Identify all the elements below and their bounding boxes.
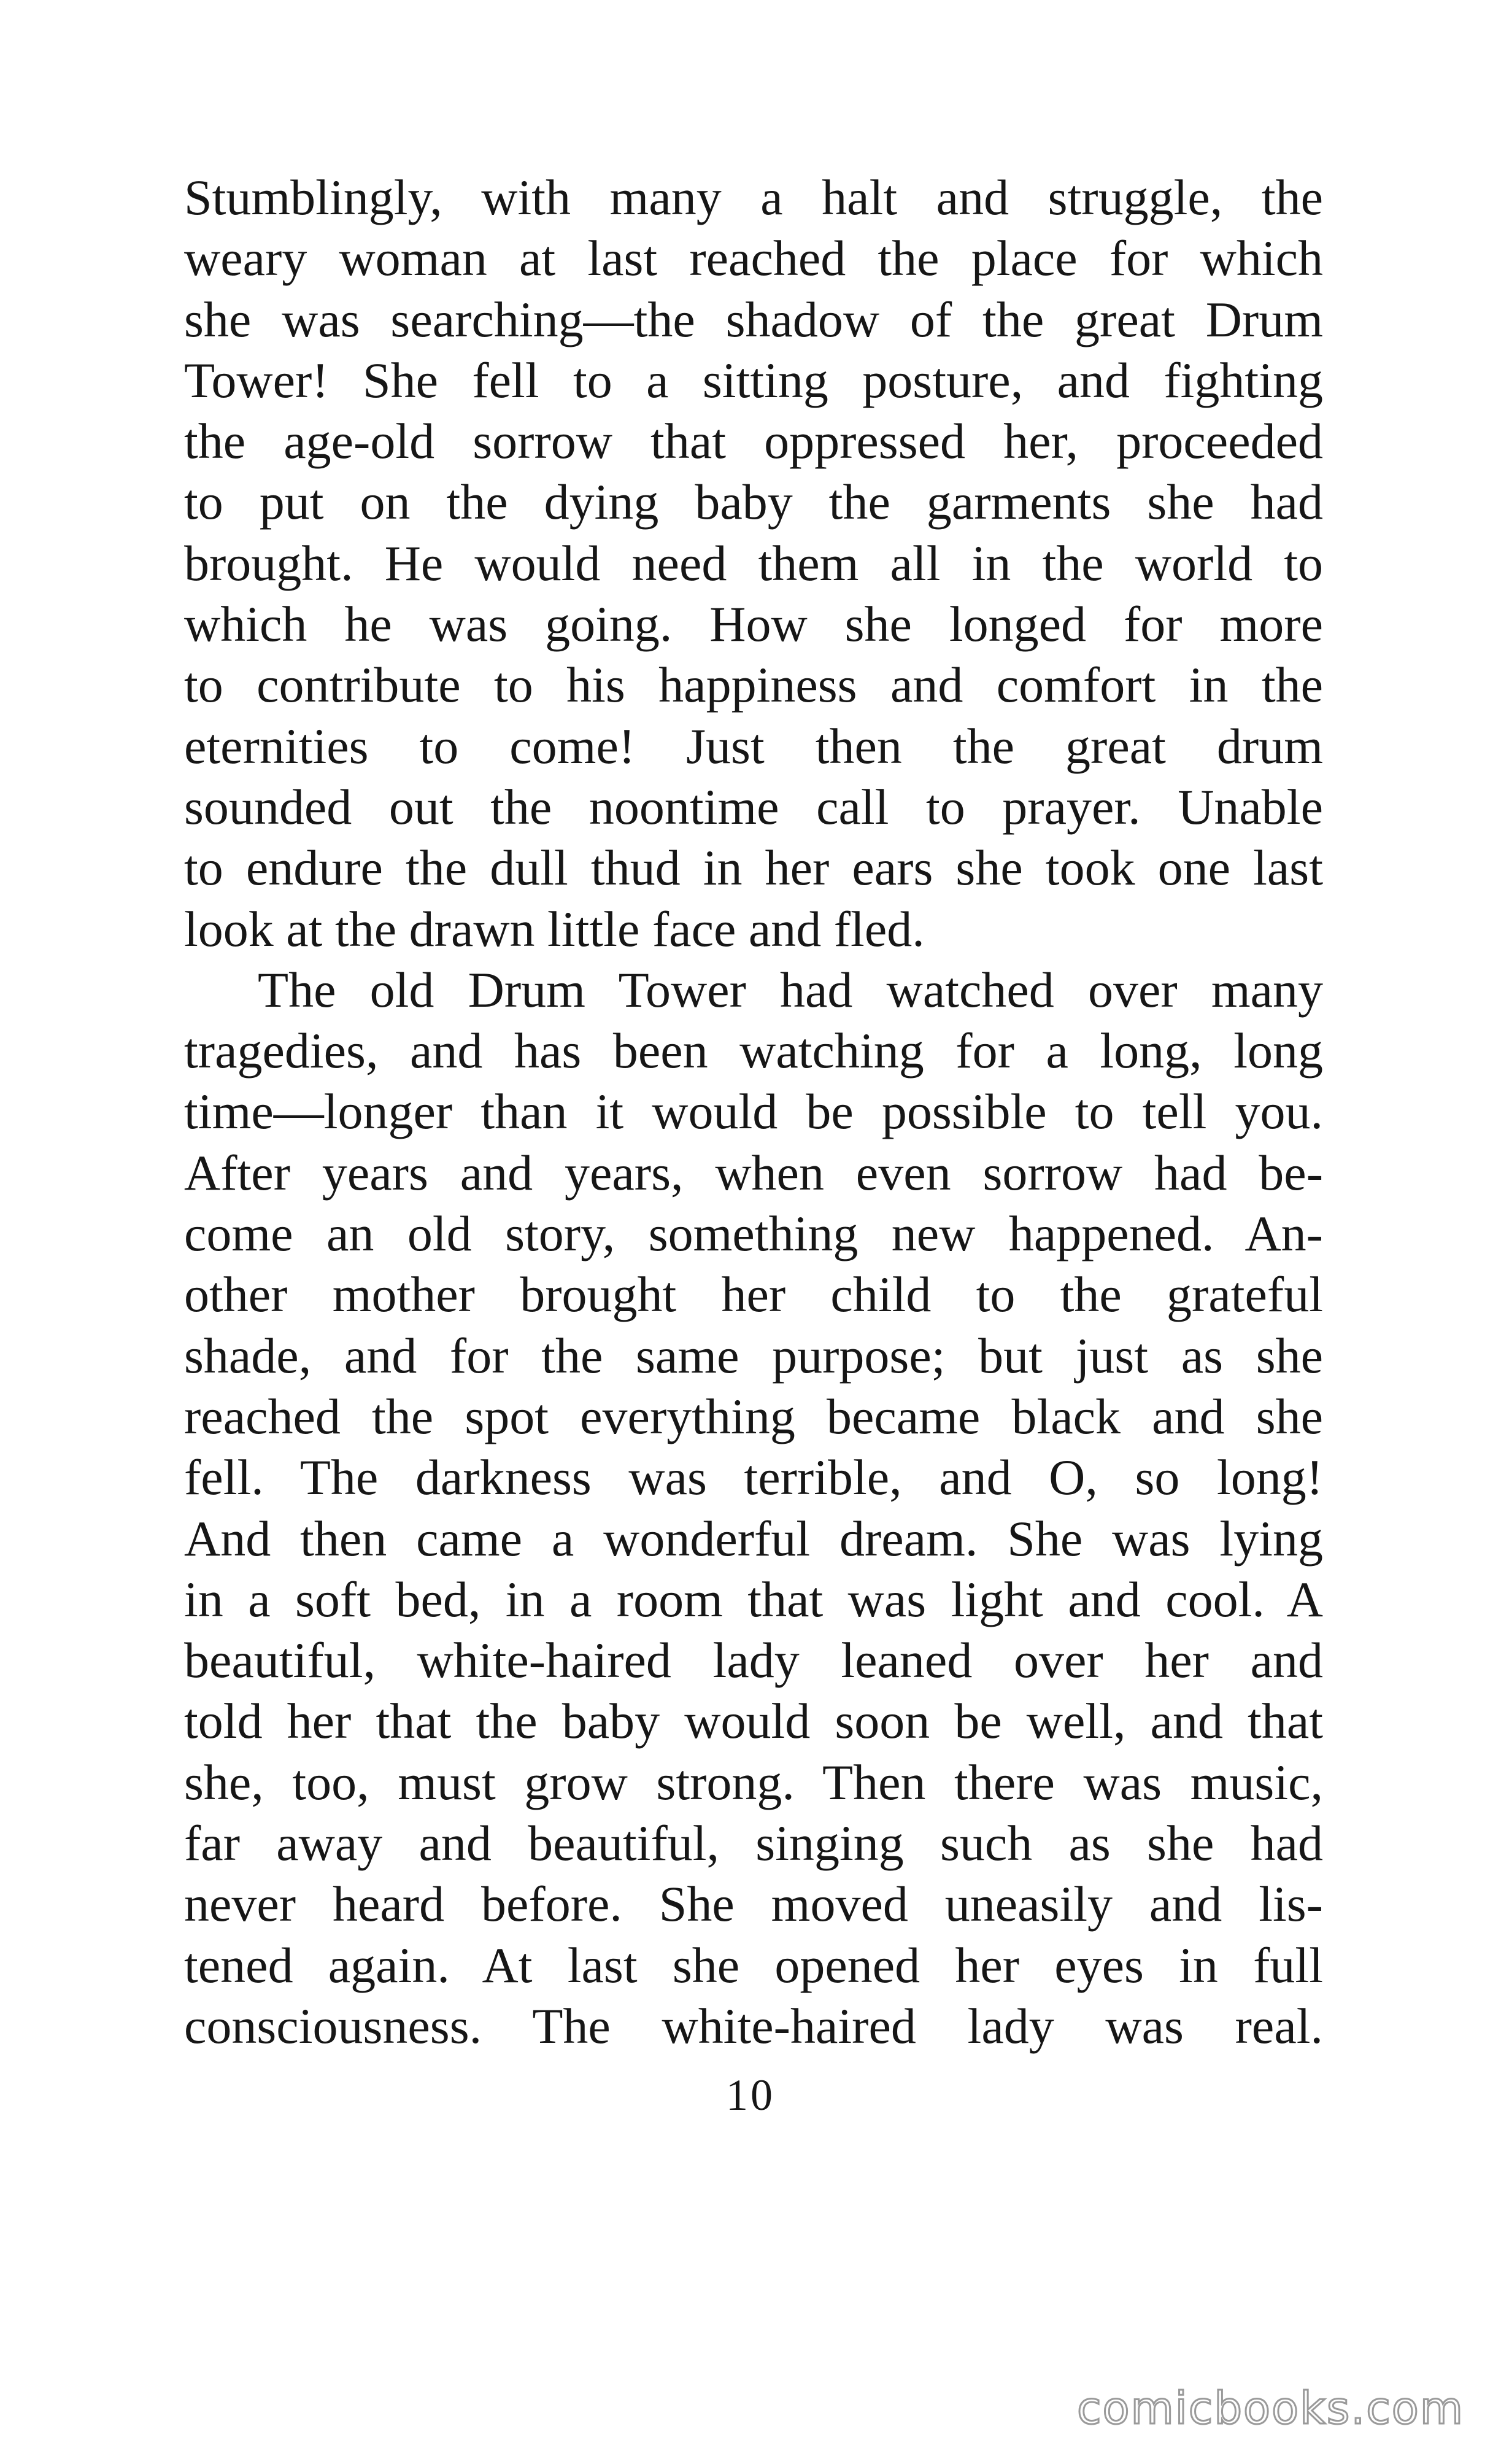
text-line: shade, and for the same purpose; but just as she bbox=[184, 1327, 1323, 1384]
body-text bbox=[184, 167, 1323, 2056]
text-line: in a soft bed, in a room that was light and cool. A bbox=[184, 1571, 1323, 1627]
text-line: far away and beautiful, singing such as she had bbox=[184, 1815, 1323, 1872]
paragraph bbox=[184, 167, 1323, 959]
text-line: After years and years, when even sorrow had be- bbox=[184, 1144, 1323, 1201]
text-line: eternities to come! Just then the great drum bbox=[184, 718, 1323, 774]
text-line: to contribute to his happiness and comfort in the bbox=[184, 657, 1323, 713]
text-line: told her that the baby would soon be well, and that bbox=[184, 1693, 1323, 1749]
text-line: Tower! She fell to a sitting posture, and fighting bbox=[184, 352, 1323, 408]
text-line: consciousness. The white-haired lady was real. bbox=[184, 1997, 1323, 2054]
text-line: to endure the dull thud in her ears she took one last bbox=[184, 840, 1323, 896]
paragraph bbox=[184, 959, 1323, 2056]
text-line: other mother brought her child to the grateful bbox=[184, 1266, 1323, 1323]
text-line: And then came a wonderful dream. She was lying bbox=[184, 1510, 1323, 1567]
text-line: The old Drum Tower had watched over many bbox=[258, 961, 1323, 1018]
text-line: sounded out the noontime call to prayer. Unable bbox=[184, 778, 1323, 835]
text-line: beautiful, white-haired lady leaned over her and bbox=[184, 1632, 1323, 1689]
text-line: she was searching—the shadow of the great Drum bbox=[184, 291, 1323, 347]
text-line: to put on the dying baby the garments she had bbox=[184, 474, 1323, 530]
text-line: weary woman at last reached the place for which bbox=[184, 230, 1323, 287]
text-line: fell. The darkness was terrible, and O, so long! bbox=[184, 1449, 1323, 1506]
text-line: look at the drawn little face and fled. bbox=[184, 901, 925, 957]
watermark: comicbooks.com bbox=[1076, 2382, 1464, 2434]
page-number: 10 bbox=[726, 2071, 775, 2120]
text-line: reached the spot everything became black and she bbox=[184, 1388, 1323, 1444]
text-line: Stumblingly, with many a halt and struggle, the bbox=[184, 169, 1323, 225]
text-line: never heard before. She moved uneasily and lis- bbox=[184, 1876, 1323, 1932]
text-line: which he was going. How she longed for more bbox=[184, 596, 1323, 653]
text-line: the age-old sorrow that oppressed her, proceeded bbox=[184, 413, 1323, 470]
text-line: tened again. At last she opened her eyes in full bbox=[184, 1937, 1323, 1993]
text-line: tragedies, and has been watching for a long, long bbox=[184, 1023, 1323, 1079]
text-line: time—longer than it would be possible to tell you. bbox=[184, 1083, 1323, 1140]
text-line: she, too, must grow strong. Then there was music, bbox=[184, 1754, 1323, 1810]
text-line: come an old story, something new happened. An- bbox=[184, 1206, 1323, 1262]
text-line: brought. He would need them all in the world to bbox=[184, 535, 1323, 591]
